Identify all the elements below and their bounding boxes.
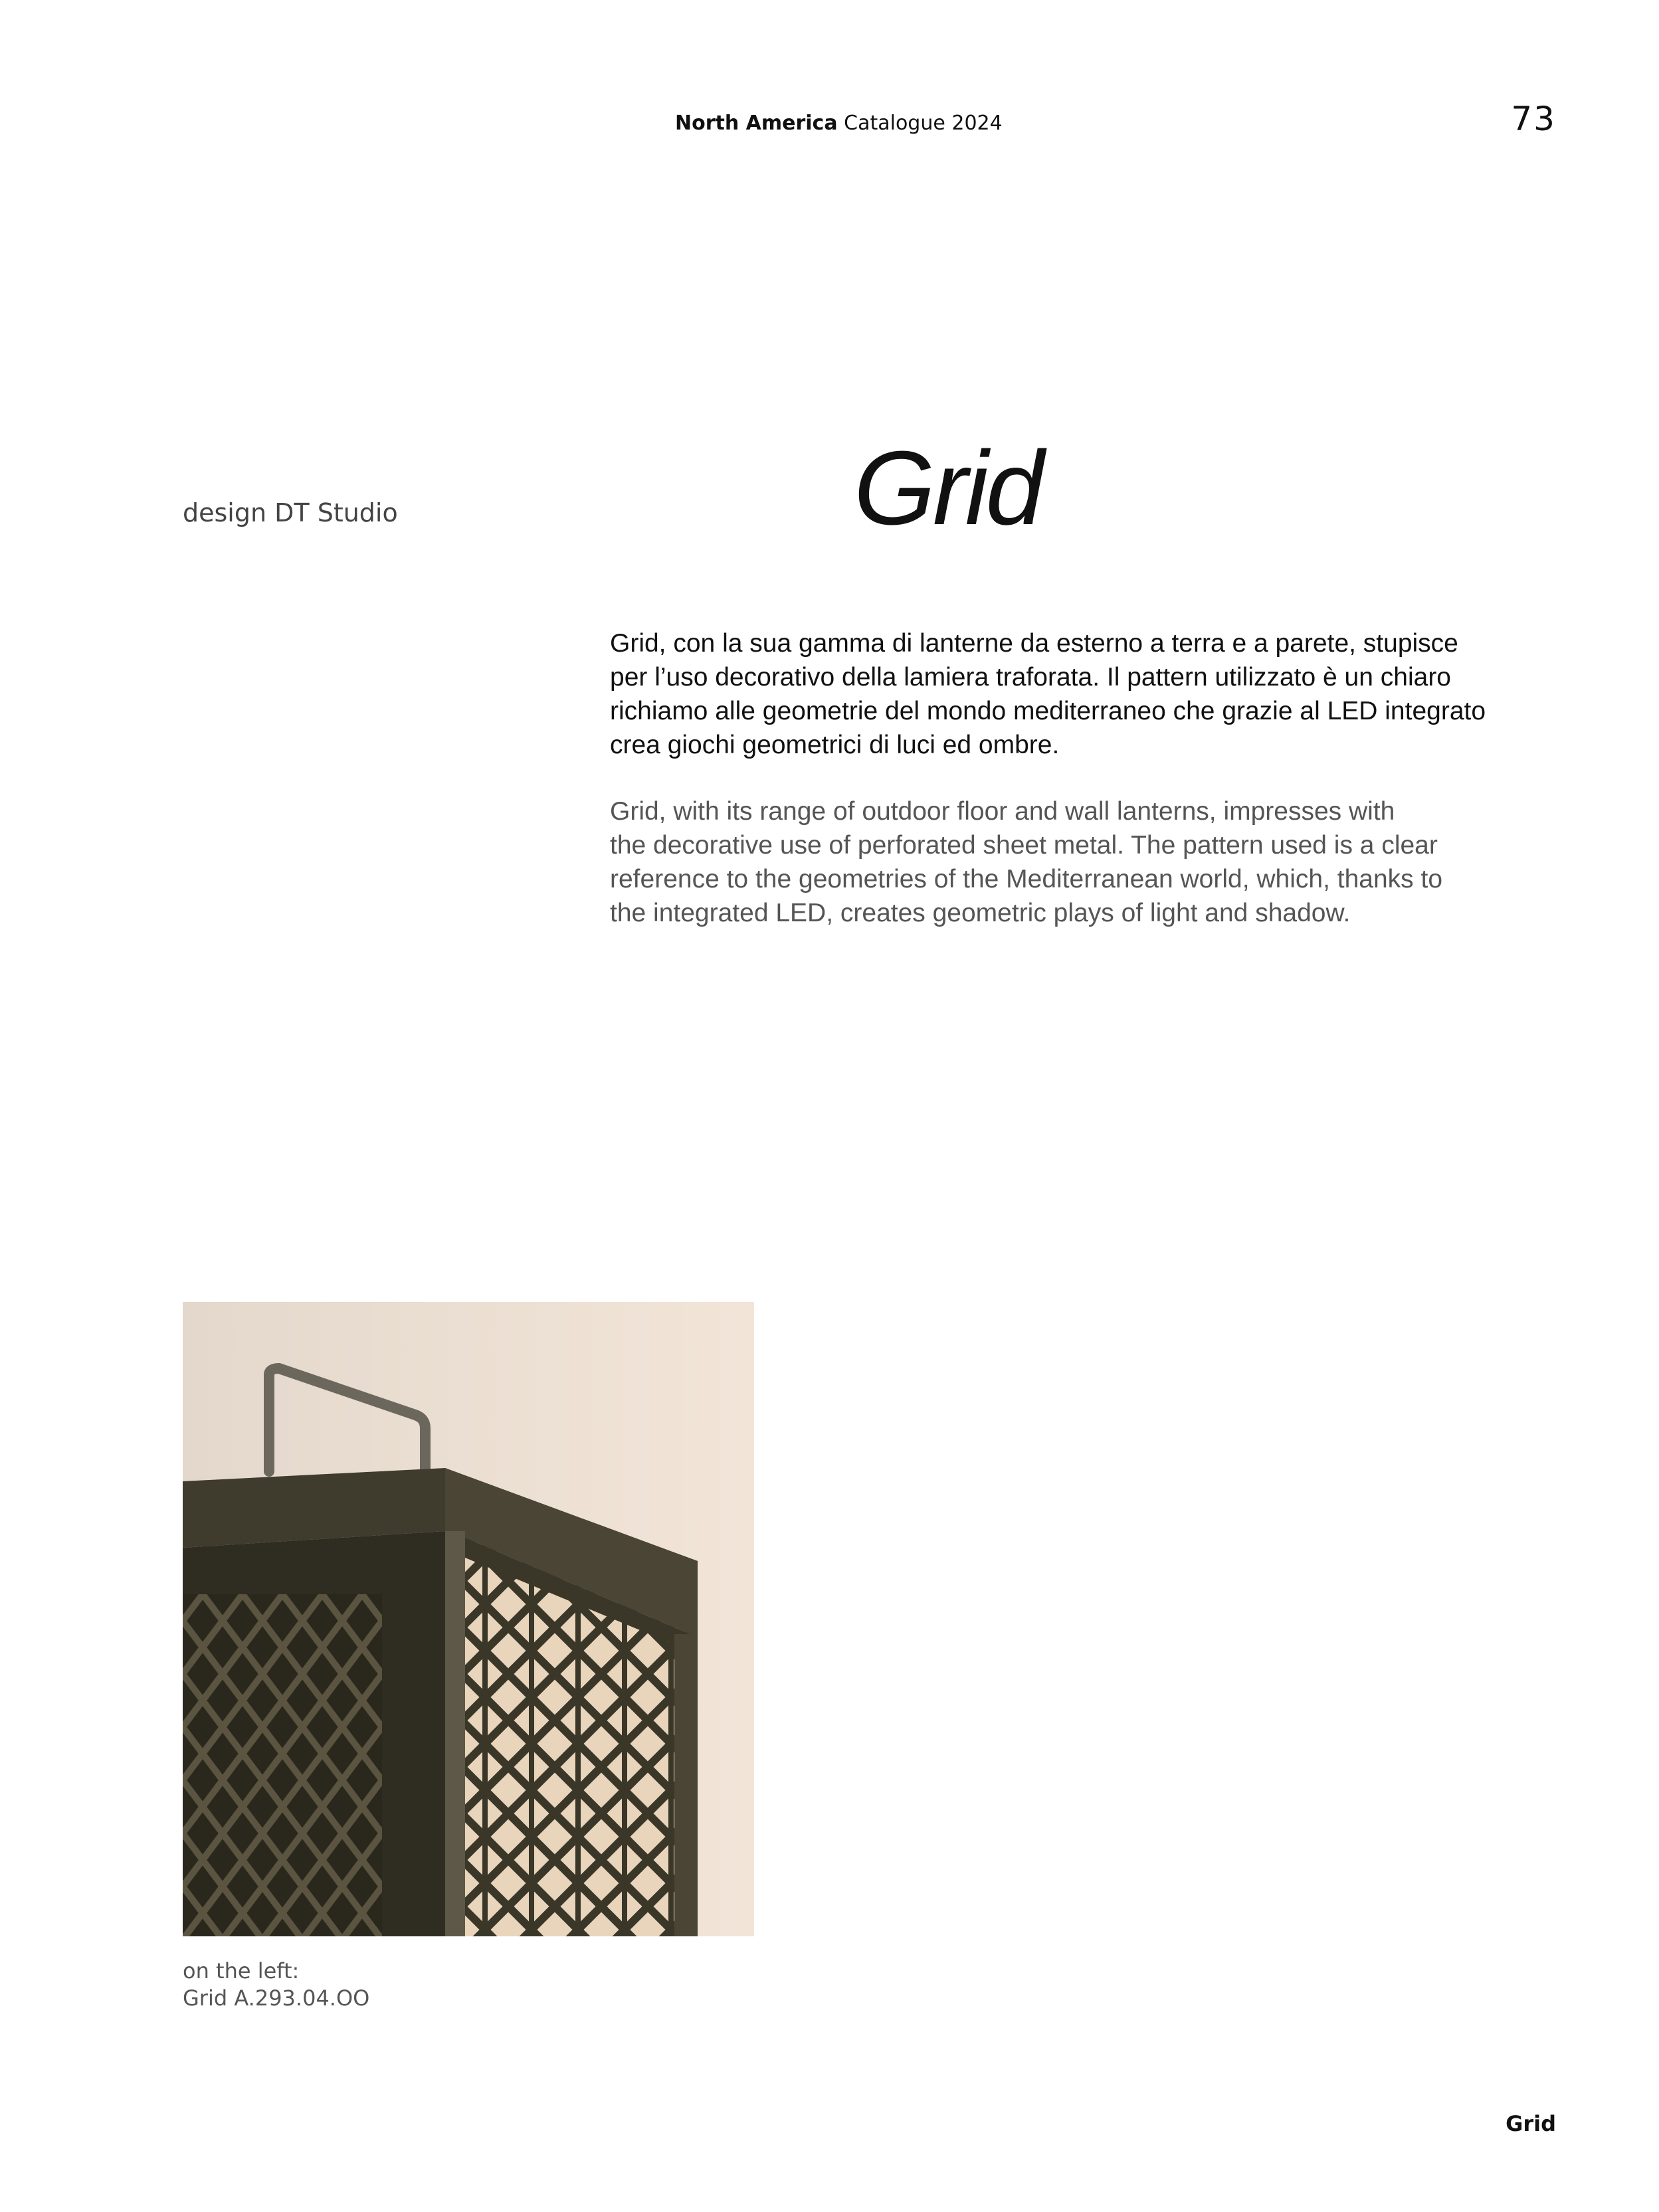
description-english (610, 794, 1560, 930)
caption-line-1: on the left: (183, 1958, 300, 1983)
description-line: the decorative use of perforated sheet metal. The pattern used is a clear (610, 831, 1438, 860)
page-number: 73 (1511, 100, 1556, 138)
description-line: richiamo alle geometrie del mondo mediterraneo che grazie al LED integrato (610, 697, 1486, 725)
description-line: reference to the geometries of the Mediterranean world, which, thanks to (610, 865, 1443, 893)
product-title: Grid (854, 430, 1042, 547)
lantern-photo (183, 1302, 754, 1936)
footer-section-label: Grid (1506, 2111, 1556, 2136)
header-catalogue: Catalogue 2024 (844, 112, 1003, 135)
caption-line-2: Grid A.293.04.OO (183, 1985, 370, 2011)
photo-caption (183, 1958, 369, 2012)
description-line: per l’uso decorativo della lamiera traforata. Il pattern utilizzato è un chiaro (610, 663, 1451, 691)
description-line: the integrated LED, creates geometric plays of light and shadow. (610, 899, 1351, 927)
header-brand: North America (675, 112, 838, 135)
description-italian (610, 626, 1560, 762)
description-line: Grid, con la sua gamma di lanterne da esterno a terra e a parete, stupisce (610, 629, 1458, 658)
designer-credit: design DT Studio (183, 498, 398, 527)
catalogue-header (675, 112, 1003, 135)
description-line: Grid, with its range of outdoor floor and wall lanterns, impresses with (610, 797, 1395, 826)
description-line: crea giochi geometrici di luci ed ombre. (610, 731, 1060, 759)
